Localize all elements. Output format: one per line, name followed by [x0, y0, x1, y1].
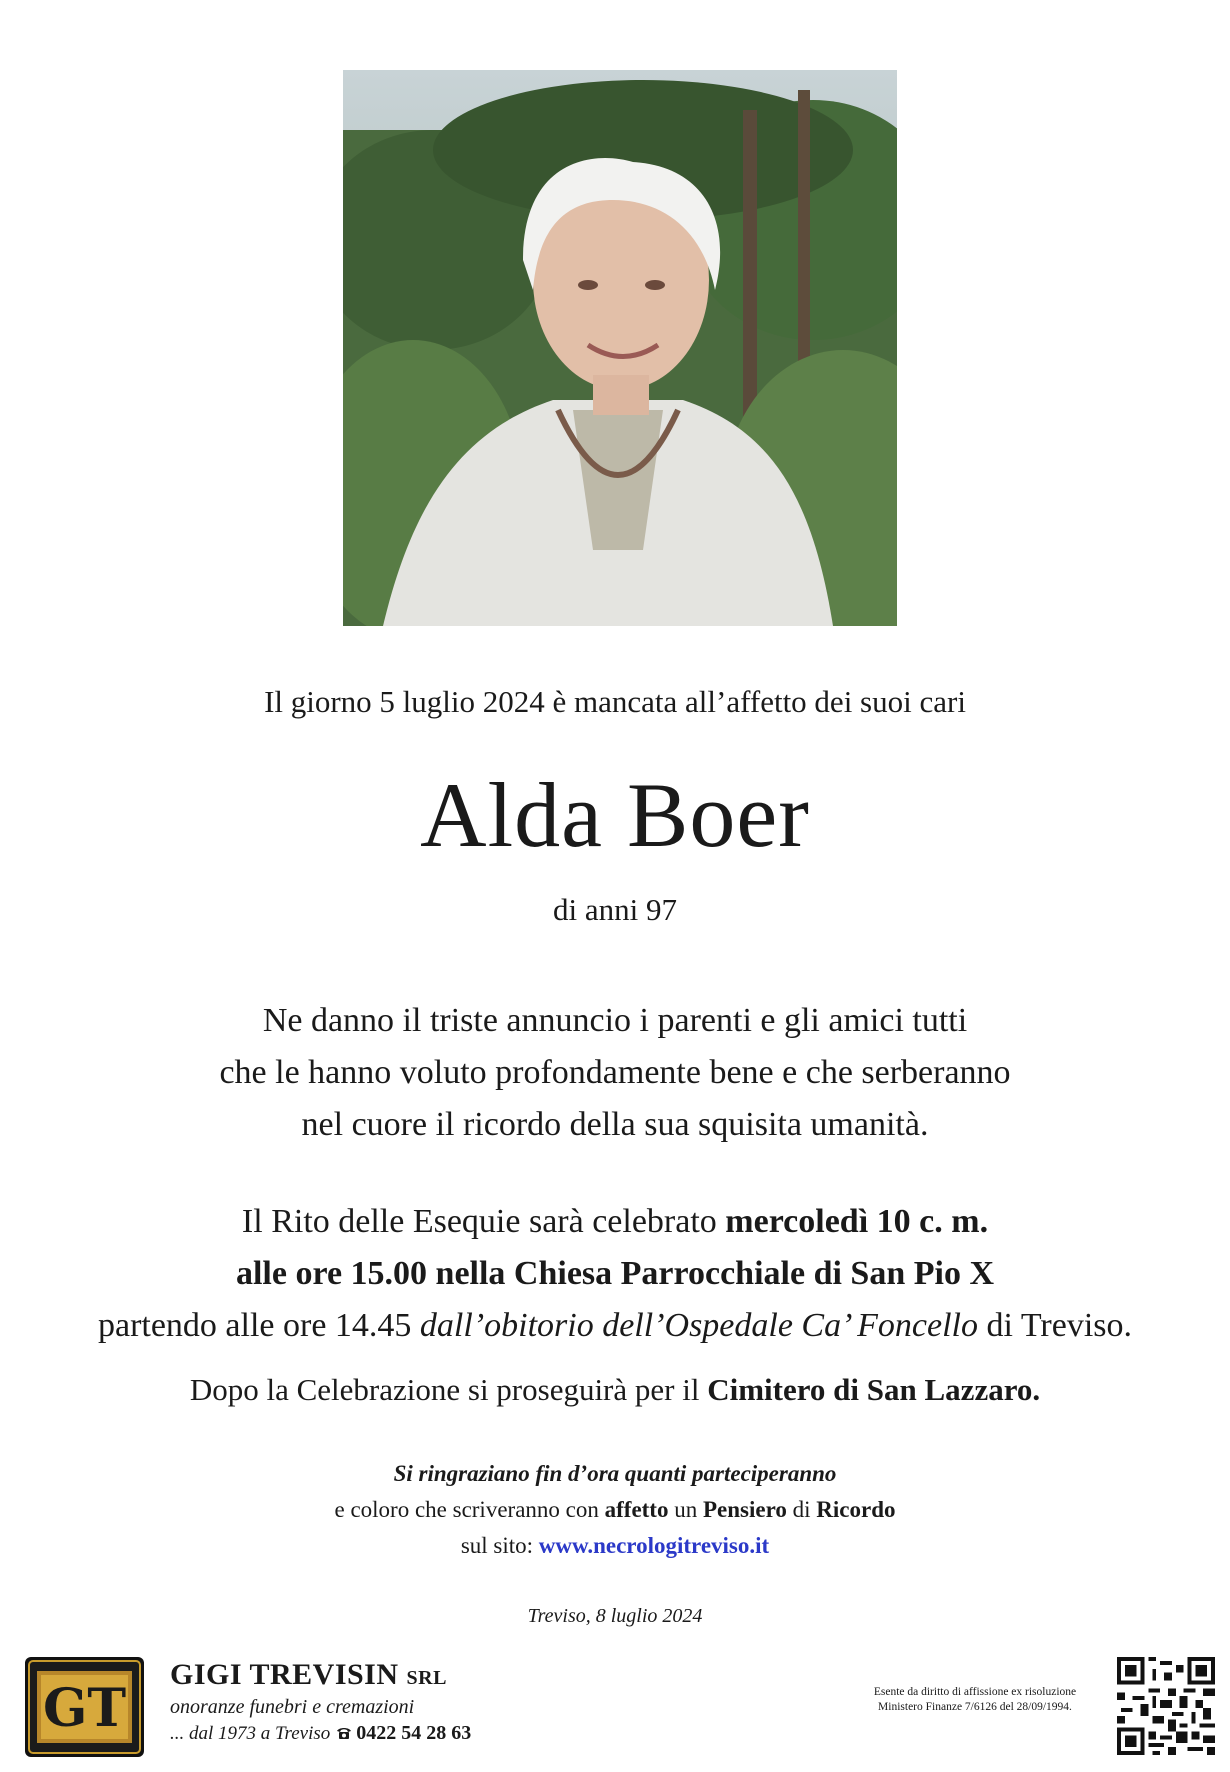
deceased-name: Alda Boer	[420, 764, 810, 866]
phone-icon	[336, 1724, 352, 1738]
thanks-block	[0, 1456, 1230, 1564]
exemption-line: Esente da diritto di affissione ex risoluzione	[873, 1686, 1077, 1698]
company-subtitle: onoranze funebri e cremazioni	[170, 1696, 415, 1718]
departure-place: dall’obitorio dell’Ospedale Ca’ Foncello	[419, 1307, 978, 1344]
company-info	[170, 1658, 590, 1745]
thanks-line-3	[0, 1528, 1230, 1564]
rite-date: mercoledì 10 c. m.	[725, 1203, 989, 1240]
burial-prefix: Dopo la Celebrazione si proseguirà per il	[189, 1372, 708, 1407]
burial-info	[0, 1372, 1230, 1408]
company-since	[170, 1722, 590, 1745]
departure-time: partendo alle ore 14.45	[97, 1307, 420, 1344]
exemption-line: Ministero Finanze 7/6126 del 28/09/1994.	[878, 1701, 1072, 1713]
rite-line-3	[0, 1300, 1230, 1352]
qr-code-icon[interactable]	[1117, 1657, 1215, 1755]
thanks-text: un	[668, 1497, 703, 1522]
message-line: che le hanno voluto profondamente bene e che serberanno	[219, 1054, 1011, 1091]
thanks-bold: affetto	[604, 1497, 669, 1522]
age-text: di anni 97	[553, 892, 677, 927]
thanks-line-2	[0, 1492, 1230, 1528]
logo-monogram: GT	[42, 1678, 127, 1739]
thanks-text: e coloro che scriveranno con	[334, 1497, 605, 1522]
company-name	[170, 1658, 590, 1692]
company-suffix: SRL	[406, 1667, 447, 1689]
departure-city: di Treviso.	[978, 1307, 1132, 1344]
website-link[interactable]: www.necrologitreviso.it	[538, 1533, 770, 1558]
exemption-note	[840, 1685, 1110, 1715]
thanks-bold: Pensiero	[702, 1497, 787, 1522]
portrait-photo	[343, 70, 897, 626]
dateline: Treviso, 8 luglio 2024	[527, 1605, 703, 1627]
company-name-text: GIGI TREVISIN	[170, 1658, 399, 1691]
announcement-message	[0, 995, 1230, 1151]
message-line: Ne danno il triste annuncio i parenti e gli amici tutti	[262, 1002, 968, 1039]
since-text: ... dal 1973 a Treviso	[170, 1723, 331, 1744]
thanks-text: di	[786, 1497, 817, 1522]
rite-prefix: Il Rito delle Esequie sarà celebrato	[241, 1203, 726, 1240]
rite-time-place: alle ore 15.00 nella Chiesa Parrocchiale di San Pio X	[235, 1255, 995, 1292]
phone-number[interactable]: 0422 54 28 63	[356, 1722, 472, 1744]
intro-text: Il giorno 5 luglio 2024 è mancata all’affetto dei suoi cari	[264, 684, 966, 719]
thanks-bold: Ricordo	[816, 1497, 896, 1522]
rite-line-1	[0, 1196, 1230, 1248]
thanks-line-1: Si ringraziano fin d’ora quanti parteciperanno	[393, 1461, 837, 1486]
rite-line-2	[0, 1248, 1230, 1300]
cemetery-name: Cimitero di San Lazzaro.	[707, 1372, 1041, 1407]
site-prefix: sul sito:	[460, 1533, 539, 1558]
company-logo	[25, 1657, 144, 1757]
message-line: nel cuore il ricordo della sua squisita umanità.	[301, 1106, 929, 1143]
funeral-details	[0, 1196, 1230, 1352]
